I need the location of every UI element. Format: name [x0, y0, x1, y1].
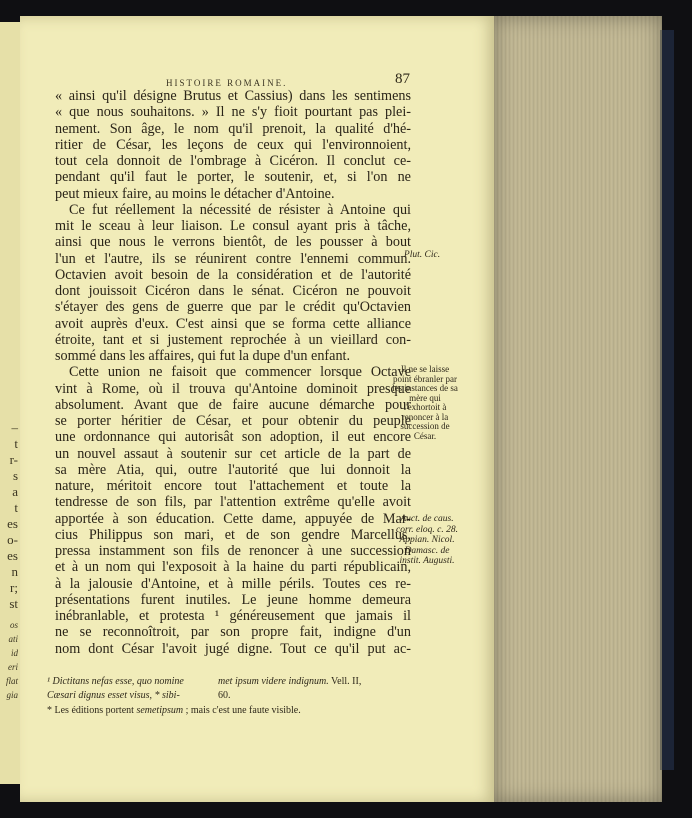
body-line: à la jalousie d'Antoine, et à mille périls. Toutes ces re-	[55, 575, 411, 592]
left-page-fragment: flat	[5, 676, 18, 686]
left-page-fragment: n	[11, 564, 18, 579]
margin-note-plutarch: Plut. Cic.	[403, 250, 441, 260]
body-line: s'étayer des gens de guerre que par le crédit qu'Octavien	[55, 299, 411, 316]
book-page	[20, 16, 496, 802]
body-line: pendant qu'il faut le porter, le soutenir, et, si l'on ne	[55, 169, 411, 186]
left-page-fragment: s	[12, 468, 18, 483]
left-page-fragment: a	[12, 484, 18, 499]
body-line: avoit auprès d'eux. C'est ainsi que se forma cette alliance	[55, 315, 411, 332]
body-line: présentations furent inutiles. Le jeune homme demeura	[55, 591, 411, 608]
body-line: Ce fut réellement la nécessité de résister à Antoine qui	[69, 201, 411, 218]
page-edges	[494, 16, 662, 802]
running-header: HISTOIRE ROMAINE.	[166, 78, 288, 88]
left-page-fragment: gia	[6, 690, 18, 700]
left-page-fragment: t	[14, 500, 18, 515]
left-page-fragment: es	[7, 516, 18, 531]
footnote-1-col2-line-1	[218, 676, 361, 687]
body-line: se porter héritier de César, et pour obtenir du peuple	[55, 413, 411, 429]
footnote-2	[47, 705, 301, 716]
body-line: une ordonnance qui autorisât son adoption, il eut encore	[55, 429, 411, 446]
body-line: mit le sceau à leur liaison. Le consul ayant pris à tâche,	[55, 218, 411, 234]
body-line: Octavien avoit besoin de la considération et de l'autorité	[55, 266, 411, 283]
footnote-text: semetipsum	[136, 705, 184, 716]
left-page-edge	[0, 22, 22, 784]
left-page-fragment: eri	[8, 662, 18, 672]
body-line: inébranlable, et protesta ¹ généreusement que jamais il	[55, 608, 411, 624]
body-line: sommé dans les affaires, qui fut la dupe d'un enfant.	[55, 348, 351, 364]
footnote-text: met ipsum videre indignum.	[218, 676, 329, 687]
footnote-1-col2-line-2: 60.	[218, 690, 231, 701]
footnote-ref: Vell. II,	[328, 676, 362, 687]
left-page-fragment: r;	[10, 580, 18, 595]
footnote-text: ¹ Dictitans nefas esse, quo nomine	[47, 676, 184, 687]
left-page-fragment: t	[14, 436, 18, 451]
body-line: tout cela donnoit de l'ombrage à Cicéron. Il conclut ce-	[55, 153, 411, 169]
body-line: vint à Rome, où il trouva qu'Antoine dominoit presque	[55, 380, 411, 397]
left-page-fragment: os	[9, 620, 18, 630]
margin-note-sources: Auct. de caus. corr. eloq. c. 28. Appian. Nicol. Damasc. de instit. Augusti.	[396, 514, 459, 566]
left-page-fragment: o-	[7, 532, 18, 547]
footnote-text: Cæsari dignus esset visus, * sibi-	[47, 690, 180, 701]
body-line: et à un nom qui l'exposoit à la haine du parti républicain,	[55, 559, 411, 576]
body-line: l'un et l'autre, ils se réunirent contre l'ennemi commun.	[55, 250, 411, 267]
left-page-fragment: st	[9, 596, 18, 611]
left-page-fragment: r-	[9, 452, 18, 467]
left-page-fragment: es	[7, 548, 18, 563]
body-line: nom dont César l'avoit jugé digne. Tout ce qu'il put ac-	[55, 640, 411, 657]
footnote-text: ; mais c'est une faute visible.	[183, 705, 301, 716]
book-cover-edge	[660, 30, 674, 770]
margin-note-summary: Il ne se laisse point ébranler par les instances de sa mère qui l'exhortoit à renoncer à la succession de César.	[392, 364, 458, 441]
body-line: ritier de César, les leçons de ceux qui l'environnoient,	[55, 136, 411, 153]
body-line: nement. Son âge, le nom qu'il prenoit, la qualité d'hé-	[55, 120, 411, 137]
left-page-fragment: –	[11, 420, 18, 435]
body-line: ainsi que nous le verrons bientôt, de les pousser à bout	[55, 234, 411, 251]
left-page-fragment: ati	[8, 634, 18, 644]
body-text	[55, 88, 411, 657]
body-line: « que nous souhaitons. » Il ne s'y fioit pourtant pas plei-	[55, 104, 411, 121]
body-line: tendresse de son fils, par l'attention extrême qu'elle avoit	[55, 494, 411, 511]
body-line: absolument. Avant que de faire aucune démarche pour	[55, 396, 411, 413]
body-line: étroite, tant et si justement reprochée à un vieillard con-	[55, 331, 411, 348]
body-line: un nouvel assaut à soutenir sur cet article de la part de	[55, 445, 411, 462]
body-line: apportée à son éducation. Cette dame, appuyée de Mar-	[55, 510, 411, 527]
footnote-1-line-2	[47, 690, 180, 701]
body-line: pressa instamment son fils de renoncer à une succession	[55, 543, 411, 559]
body-line: nature, méritoit encore tout l'attachement et toute la	[55, 478, 411, 494]
body-line: ne se reconnoîtroit, par son propre fait, indigne d'un	[55, 624, 411, 641]
page-number: 87	[395, 71, 410, 87]
footnote-1-line-1	[47, 676, 184, 687]
body-line: peut mieux faire, au moins le détacher d'Antoine.	[55, 185, 335, 202]
body-line: « ainsi qu'il désigne Brutus et Cassius) dans les sentimens	[55, 88, 411, 104]
body-line: sa mère Atia, qui, outre l'autorité que lui donnoit la	[55, 461, 411, 478]
body-line: cius Philippus son mari, et de son gendre Marcellus,	[55, 526, 411, 543]
left-page-fragment: id	[10, 648, 18, 658]
body-line: Cette union ne faisoit que commencer lorsque Octave	[69, 364, 411, 381]
footnote-text: * Les éditions portent	[47, 705, 137, 716]
body-line: dont jouissoit Cicéron dans le sénat. Cicéron ne pouvoit	[55, 283, 411, 299]
